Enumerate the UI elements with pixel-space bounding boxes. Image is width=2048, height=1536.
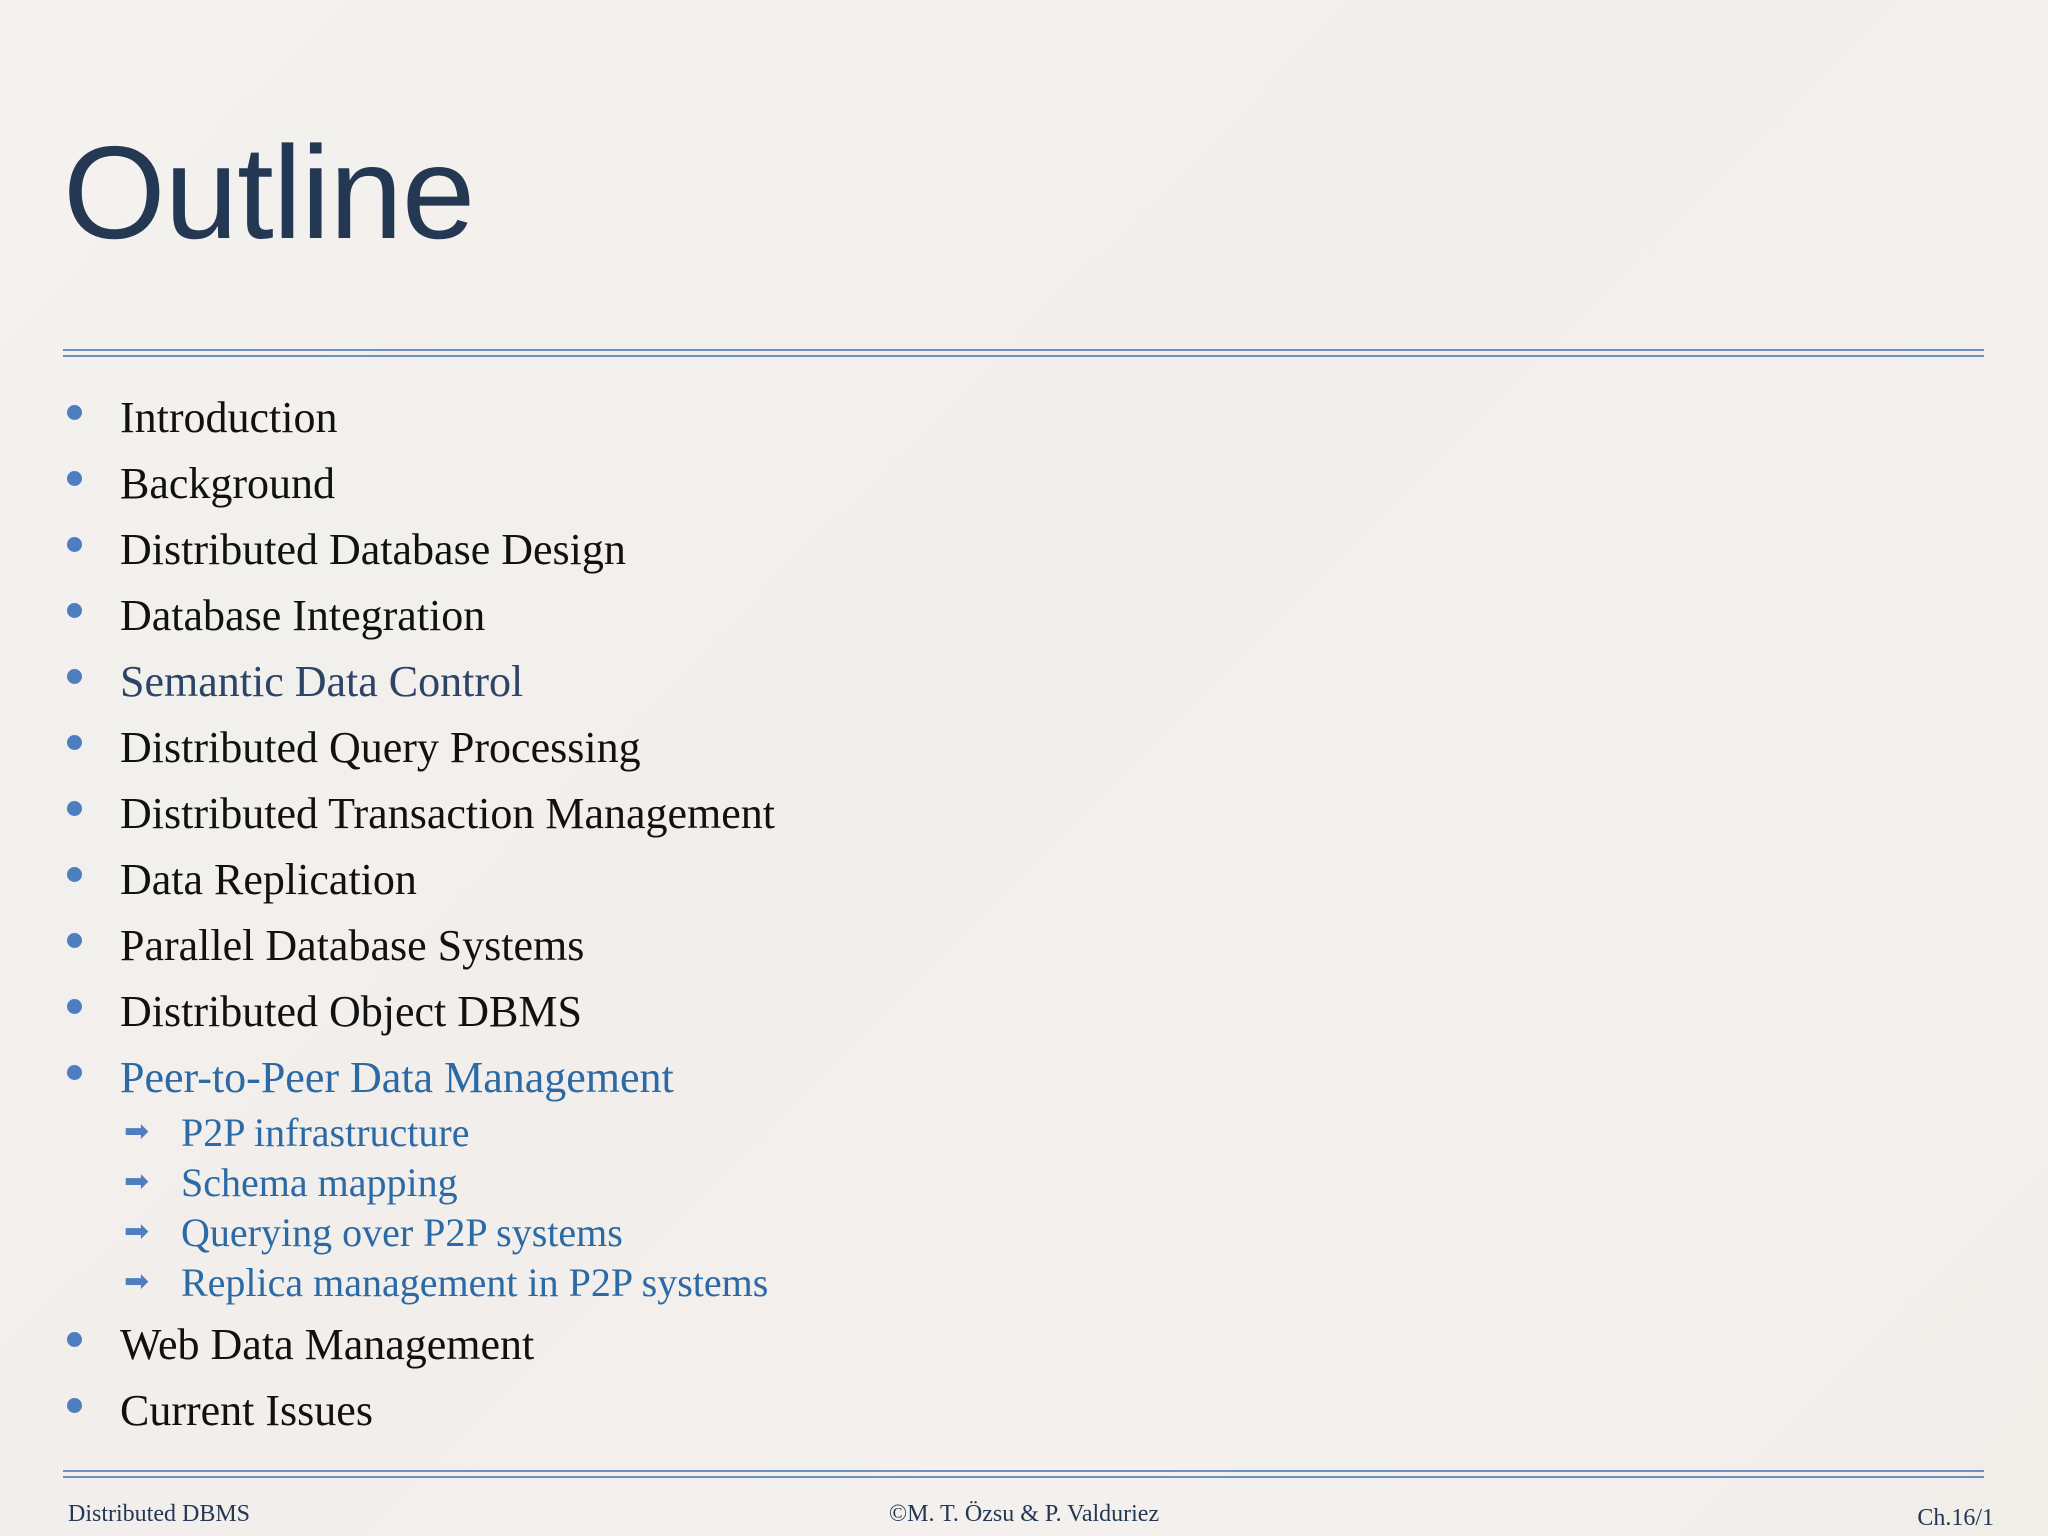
outline-item-label: Distributed Query Processing [120,723,641,772]
bullet-dot-icon [67,669,82,684]
footer-course-title: Distributed DBMS [68,1501,251,1527]
bullet-dot-icon [67,933,82,948]
outline-item-label: Distributed Object DBMS [120,987,582,1036]
footer-divider [63,1470,1984,1478]
arrow-right-icon: ➡ [124,1214,150,1249]
outline-item-label: Web Data Management [120,1320,535,1369]
outline-subitem-label: Replica management in P2P systems [181,1260,769,1305]
arrow-right-icon: ➡ [124,1264,150,1299]
outline-item-label: Semantic Data Control [120,657,524,706]
outline-item-label: Distributed Database Design [120,525,626,574]
bullet-dot-icon [67,405,82,420]
title-divider [63,349,1984,357]
bullet-dot-icon [67,735,82,750]
bullet-dot-icon [67,801,82,816]
outline-subitem-label: Querying over P2P systems [181,1210,623,1255]
outline-item-label: Database Integration [120,591,486,640]
arrow-right-icon: ➡ [124,1114,150,1149]
footer-slide-number: Ch.16/1 [1917,1505,1994,1531]
slide-title: Outline [63,119,475,266]
bullet-dot-icon [67,867,82,882]
footer-copyright: ©M. T. Özsu & P. Valduriez [888,1501,1160,1527]
outline-item-label: Parallel Database Systems [120,921,585,970]
outline-item-label: Introduction [120,393,338,442]
outline-subitem-label: P2P infrastructure [181,1110,470,1155]
outline-item-label: Peer-to-Peer Data Management [120,1053,674,1102]
bullet-dot-icon [67,1398,82,1413]
outline-subitem-label: Schema mapping [181,1160,458,1205]
bullet-dot-icon [67,471,82,486]
outline-item-label: Current Issues [120,1386,373,1435]
bullet-dot-icon [67,999,82,1014]
arrow-right-icon: ➡ [124,1164,150,1199]
bullet-dot-icon [67,1065,82,1080]
outline-item-label: Data Replication [120,855,417,904]
bullet-dot-icon [67,603,82,618]
outline-item-label: Background [120,459,336,508]
bullet-dot-icon [67,537,82,552]
bullet-dot-icon [67,1332,82,1347]
outline-item-label: Distributed Transaction Management [120,789,776,838]
